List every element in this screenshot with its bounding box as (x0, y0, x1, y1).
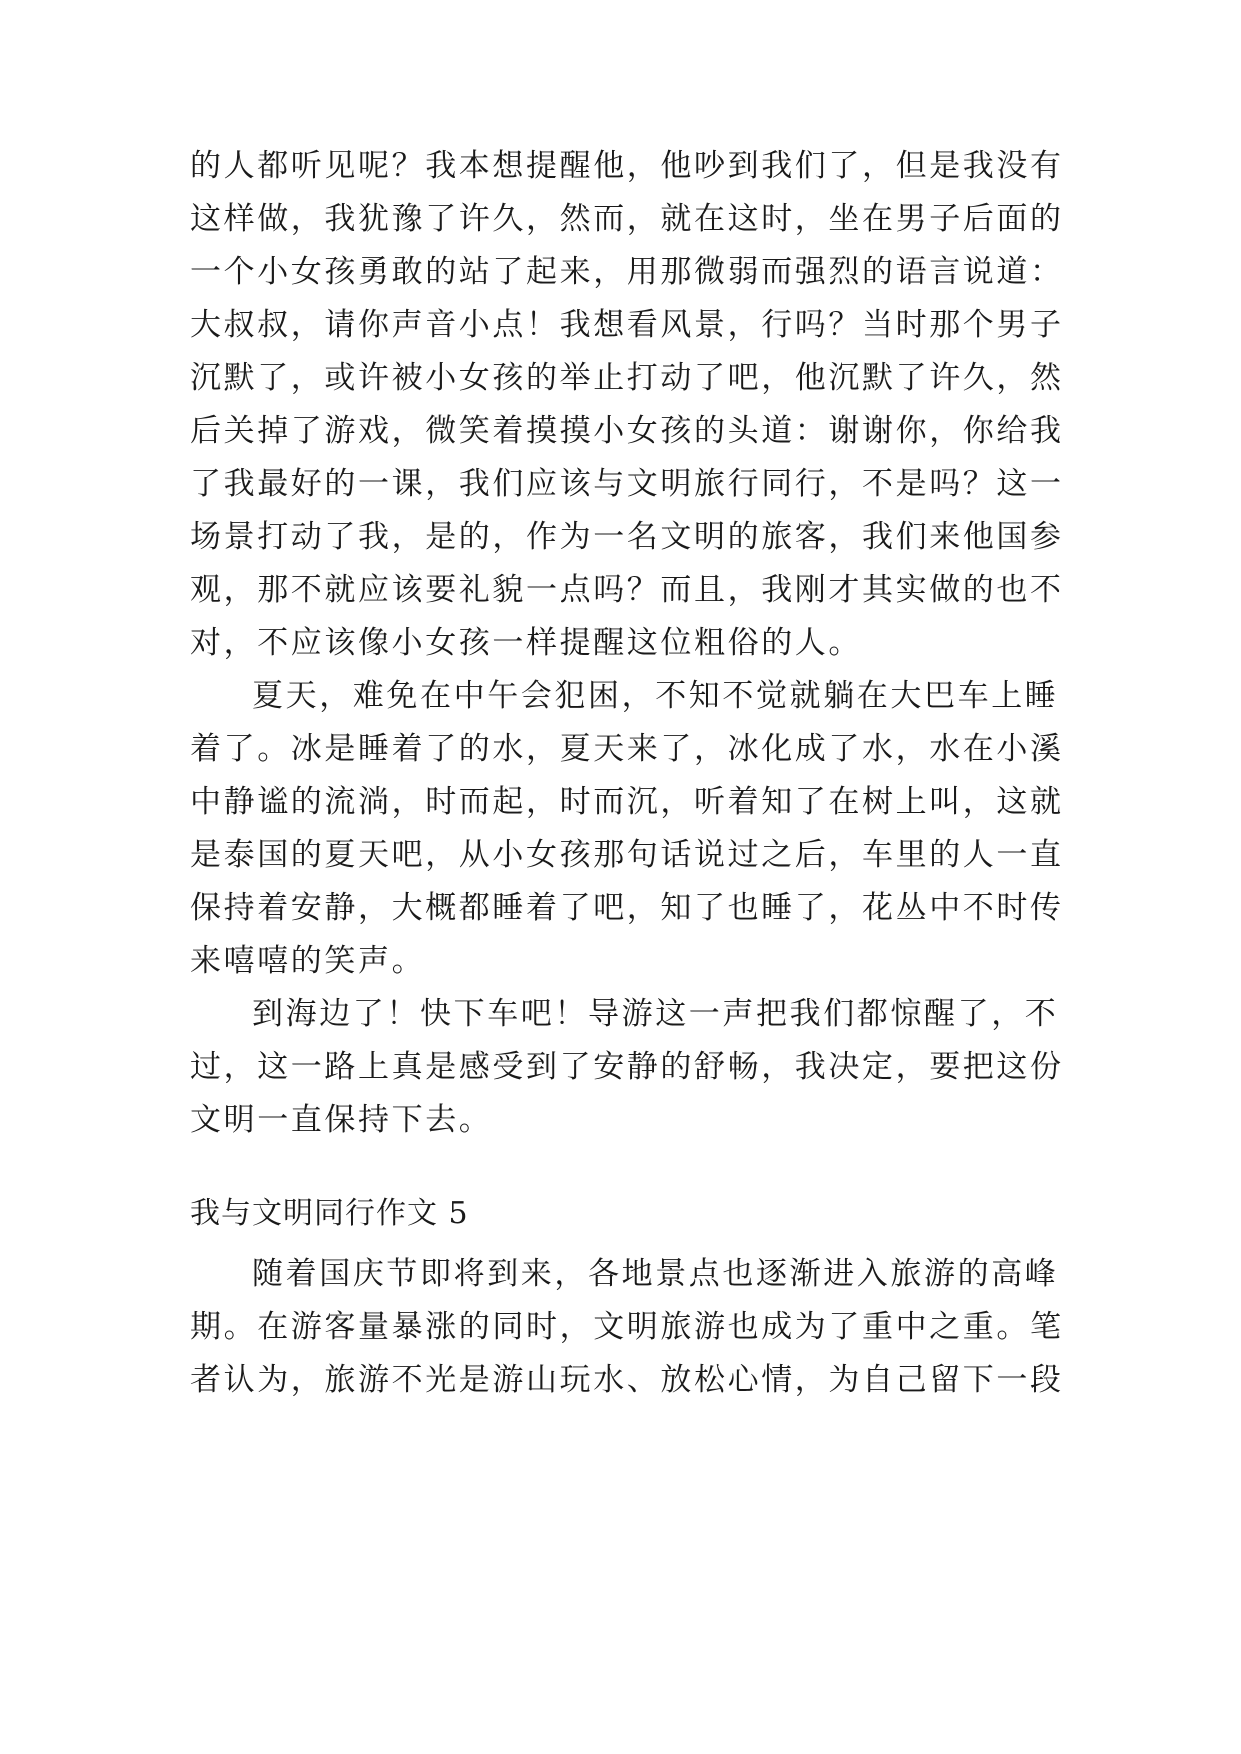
paragraph-line: 观，那不就应该要礼貌一点吗？而且，我刚才其实做的也不 (190, 572, 1064, 608)
paragraph-line: 文明一直保持下去。 (190, 1102, 493, 1138)
paragraph-line: 保持着安静，大概都睡着了吧，知了也睡了，花丛中不时传 (190, 890, 1064, 926)
paragraph-line: 来嘻嘻的笑声。 (190, 943, 426, 979)
paragraph-line: 随着国庆节即将到来，各地景点也逐渐进入旅游的高峰 (252, 1256, 1059, 1292)
paragraph-line: 夏天，难免在中午会犯困，不知不觉就躺在大巴车上睡 (252, 678, 1059, 714)
paragraph-line: 到海边了！快下车吧！导游这一声把我们都惊醒了，不 (252, 996, 1059, 1032)
section-title: 我与文明同行作文 5 (190, 1196, 469, 1231)
paragraph-line: 场景打动了我，是的，作为一名文明的旅客，我们来他国参 (190, 519, 1064, 555)
paragraph-line: 者认为，旅游不光是游山玩水、放松心情，为自己留下一段 (190, 1362, 1064, 1398)
paragraph-line: 的人都听见呢？我本想提醒他，他吵到我们了，但是我没有 (190, 148, 1064, 184)
paragraph-line: 后关掉了游戏，微笑着摸摸小女孩的头道：谢谢你，你给我 (190, 413, 1064, 449)
paragraph-line: 了我最好的一课，我们应该与文明旅行同行，不是吗？这一 (190, 466, 1064, 502)
paragraph-line: 着了。冰是睡着了的水，夏天来了，冰化成了水，水在小溪 (190, 731, 1064, 767)
paragraph-line: 大叔叔，请你声音小点！我想看风景，行吗？当时那个男子 (190, 307, 1064, 343)
paragraph-line: 对，不应该像小女孩一样提醒这位粗俗的人。 (190, 625, 862, 661)
paragraph-line: 一个小女孩勇敢的站了起来，用那微弱而强烈的语言说道： (190, 254, 1064, 290)
paragraph-line: 是泰国的夏天吧，从小女孩那句话说过之后，车里的人一直 (190, 837, 1064, 873)
paragraph-line: 沉默了，或许被小女孩的举止打动了吧，他沉默了许久，然 (190, 360, 1064, 396)
paragraph-line: 中静谧的流淌，时而起，时而沉，听着知了在树上叫，这就 (190, 784, 1064, 820)
paragraph-line: 期。在游客量暴涨的同时，文明旅游也成为了重中之重。笔 (190, 1309, 1064, 1345)
paragraph-line: 过，这一路上真是感受到了安静的舒畅，我决定，要把这份 (190, 1049, 1064, 1085)
paragraph-line: 这样做，我犹豫了许久，然而，就在这时，坐在男子后面的 (190, 201, 1064, 237)
